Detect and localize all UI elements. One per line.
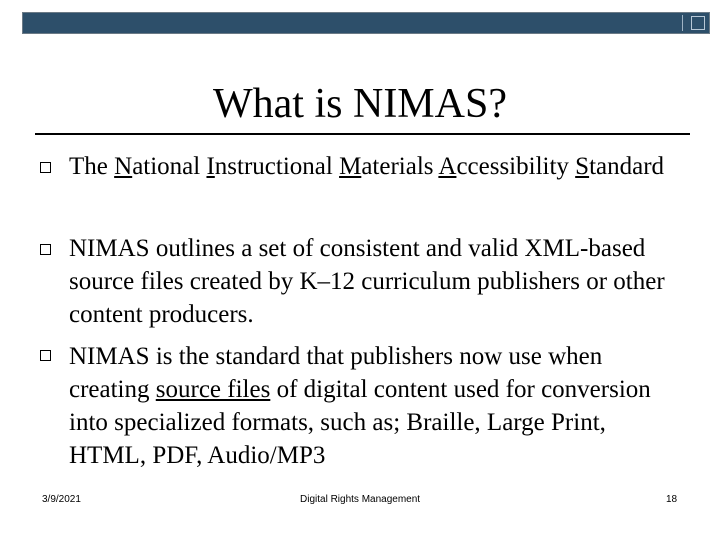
- bullet-1-segment-11: tandard: [589, 153, 665, 180]
- footer-title: Digital Rights Management: [300, 494, 421, 505]
- bullet-2-segment-1: NIMAS outlines a set of consistent and valid XML-based source files created by K–12 curriculum publishers or other content producers.: [69, 235, 665, 328]
- bullet-marker-3: [40, 350, 51, 361]
- header-bar-panel: [25, 15, 683, 31]
- bullet-1-segment-2: N: [114, 153, 133, 180]
- bullet-1-segment-4: I: [206, 153, 215, 180]
- bullet-1-segment-9: ccessibility: [456, 153, 576, 180]
- footer-date: 3/9/2021: [42, 494, 81, 505]
- slide-title: What is NIMAS?: [213, 81, 507, 127]
- bullet-1-segment-7: aterials: [361, 153, 439, 180]
- slide-header-bar: [22, 12, 710, 34]
- title-divider: [35, 133, 690, 135]
- bullet-text-1: [69, 150, 689, 183]
- header-bar-square: [691, 16, 705, 30]
- bullet-3-segment-2: source files: [155, 376, 271, 403]
- bullet-3-segment-1: NIMAS is the standard that publishers now use when creating: [69, 343, 603, 403]
- bullet-3-segment-3: of digital content used for conversion into specialized formats, such as; Braille, Large Print, HTML, PDF, Audio/MP3: [69, 376, 651, 469]
- bullet-1-segment-8: A: [438, 153, 457, 180]
- footer-page-number: 18: [666, 494, 678, 505]
- bullet-1-segment-5: nstructional: [214, 153, 340, 180]
- bullet-1-segment-3: ational: [132, 153, 207, 180]
- bullet-1-segment-6: M: [339, 153, 362, 180]
- bullet-text-2: [69, 232, 689, 331]
- bullet-marker-2: [40, 244, 51, 255]
- bullet-1-segment-1: The: [69, 153, 115, 180]
- bullet-1-segment-10: S: [575, 153, 590, 180]
- bullet-text-3: [69, 340, 689, 472]
- bullet-marker-1: [40, 162, 51, 173]
